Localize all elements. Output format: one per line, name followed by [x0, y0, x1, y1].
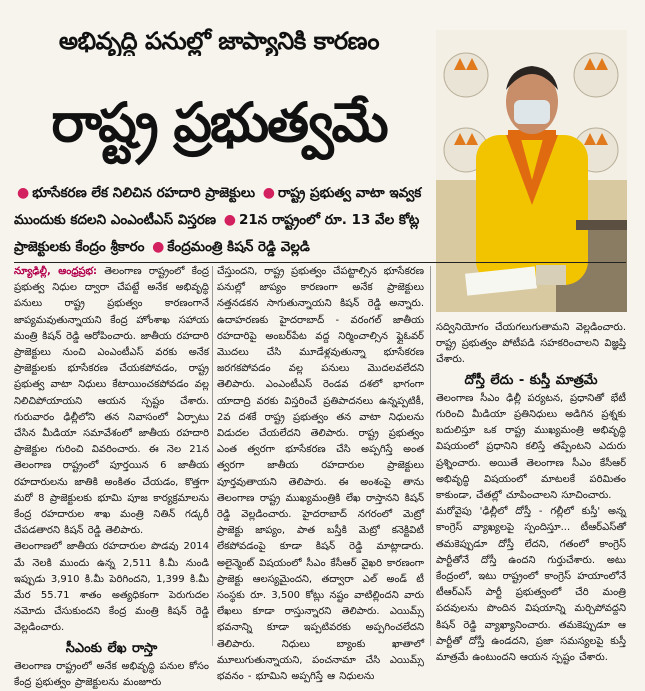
article-paragraph: మరోవైపు 'ఢిల్లీలో దోస్తీ - గల్లీలో కుస్తీ' అన్న కాంగ్రెస్‌ వ్యాఖ్యలపై స్పందిస్తూ... టీఆర్‌ఎస్‌తో తమకెప్పుడూ దోస్తీ లేదని, గతంలో కాంగ్రెస్‌ పార్టీతోనే దోస్తీ ఉందని గుర్తుచేశారు. అటు కేంద్రంలో, ఇటు రాష్ట్రంలో కాంగ్రెస్‌ హయాంలోనే టీఆర్‌ఎస్‌ పార్టీ ప్రభుత్వంలో చేరి మంత్రి పదవులను పొందిన విషయాన్ని మర్చిపోవద్దని కిషన్‌ రెడ్డి వ్యాఖ్యానించారు. తమకెప్పుడూ ఆ పార్టీతో దోస్తీ ఉండదని, ప్రజా సమస్యలపై కుస్తీ మాత్రమే ఉంటుందని ఆయన స్పష్టం చేశారు.: [436, 506, 626, 664]
divider: [14, 262, 626, 263]
dateline: న్యూఢిల్లీ, ఆంధ్రప్రభ:: [14, 266, 98, 277]
article-paragraph: సద్వినియోగం చేయగలుగుతామని వెల్లడించారు. రాష్ట్ర ప్రభుత్వం పోటీపడి సహకరించాలని విజ్ఞప్తి చేశారు.: [436, 322, 626, 366]
article-column-2: [217, 264, 424, 685]
section-subhead: దోస్తీ లేదు - కుస్తీ మాత్రమే: [464, 372, 598, 388]
article-paragraph: న్యూఢిల్లీ, ఆంధ్రప్రభ: తెలంగాణ రాష్ట్రంలో కేంద్ర ప్రభుత్వ నిధుల ద్వారా చేపట్టే అనేక అభివృద్ధి పనులు రాష్ట్ర ప్రభుత్వం కారణంగానే జాప్యమవుతున్నాయని కేంద్ర హోంశాఖ సహాయ మంత్రి కిషన్‌ రెడ్డి ఆరోపించారు. జాతీయ రహదారి ప్రాజెక్టులు నుంచి ఎంఎంటీఎస్‌ వరకు అనేక ప్రాజెక్టులకు భూసేకరణ చేయకపోవడం, రాష్ట్ర ప్రభుత్వ వాటా నిధులు కేటాయించకపోవడం వల్ల నిలిచిపోయాయని ఆయన స్పష్టం చేశారు. గురువారం ఢిల్లీలోని తన నివాసంలో ఏర్పాటు చేసిన మీడియా సమావేశంలో జాతీయ రహదారి ప్రాజెక్టుల గురించి వివరించారు. ఈ నెల 21న తెలంగాణ రాష్ట్రంలో పూర్తయిన 6 జాతీయ రహదారులను జాతికి అంకితం చేయడం, కొత్తగా మరో 8 ప్రాజెక్టులకు భూమి పూజ కార్యక్రమాలను కేంద్ర రహదారుల శాఖ మంత్రి నితిన్‌ గడ్కరీ చేపడతారని కిషన్‌ రెడ్డి తెలిపారు.: [14, 266, 209, 537]
bullet-icon: ●: [223, 212, 236, 228]
bullet-icon: ●: [152, 239, 165, 255]
article-paragraph: తెలంగాణలో జాతీయ రహదారుల పొడవు 2014 మే నెలకి ముందు ఉన్న 2,511 కి.మీ నుండి ఇప్పుడు 3,910 కి.మీ పెరిగిందని, 1,399 కి.మీ మేర 55.71 శాతం అత్యధికంగా పెరుగుదల నమోదు చేసుకుందని కేంద్ర మంత్రి కిషన్‌ రెడ్డి వెల్లడించారు.: [14, 541, 209, 634]
article-column-1: [14, 264, 209, 691]
column-divider: [212, 266, 213, 646]
summary-bullets: [14, 180, 434, 261]
main-headline: రాష్ట్ర ప్రభుత్వమే: [51, 91, 387, 154]
bullet-icon: ●: [17, 185, 30, 201]
bullet-text: రాష్ట్ర ప్రభుత్వ వాటా ఇవ్వక ముందుకు కదలని ఎంఎంటీఎస్‌ విస్తరణ: [14, 185, 422, 228]
column-divider: [430, 266, 431, 646]
bullet-text: 21న రాష్ట్రంలో రూ. 13 వేల కోట్ల ప్రాజెక్టులకు కేంద్రం శ్రీకారం: [14, 212, 420, 255]
article-paragraph: తెలంగాణ రాష్ట్రంలో అనేక అభివృద్ధి పనుల కోసం కేంద్ర ప్రభుత్వం ప్రాజెక్టులను మంజూరు: [14, 660, 209, 689]
bullet-text: భూసేకరణ లేక నిలిచిన రహదారి ప్రాజెక్టులు: [32, 185, 256, 201]
bullet-text: కేంద్రమంత్రి కిషన్‌ రెడ్డి వెల్లడి: [167, 239, 310, 255]
article-column-3: [436, 320, 626, 666]
minister-photo: [436, 30, 627, 312]
section-subhead: సీఎంకు లేఖ రాస్తా: [65, 640, 158, 656]
kicker-headline: అభివృద్ధి పనుల్లో జాప్యానికి కారణం: [58, 27, 380, 55]
bullet-icon: ●: [262, 185, 275, 201]
article-paragraph: తెలంగాణ సీఎం ఢిల్లీ పర్యటన, ప్రధానితో భేటీ గురించి మీడియా ప్రతినిధులు అడిగిన ప్రశ్నకు బదులిస్తూ ఒక రాష్ట్ర ముఖ్యమంత్రి అభివృద్ధి విషయంలో ప్రధానిని కలిస్తే తప్పేంటని ఎదురు ప్రశ్నించారు. అయితే తెలంగాణ సీఎం కేసీఆర్‌ అభివృద్ధి విషయంలో మాటలకే పరిమితం కాకుండా, చేతల్లో చూపించాలని సూచించారు.: [436, 392, 626, 502]
article-paragraph: చేస్తుందని, రాష్ట్ర ప్రభుత్వం చేపట్టాల్సిన భూసేకరణ పనుల్లో జాప్యం కారణంగా అనేక ప్రాజెక్టులు నత్తనడకన సాగుతున్నాయని కిషన్‌ రెడ్డి అన్నారు. ఉదాహరణకు హైదరాబాద్‌ - వరంగల్‌ జాతీయ రహదారిపై అంబర్‌పేట వద్ద నిర్మించాల్సిన ఫ్లైఓవర్‌ మొదలు చేసి మూడేళ్లవుతున్నా భూసేకరణ జరగకపోవడం వల్ల పనులు మొదలవలేదని తెలిపారు. ఎంఎంటీఎస్‌ రెండవ దశలో భాగంగా యాదాద్రి వరకు విస్తరించే ప్రతిపాదనలు ఉన్నప్పటికీ, 2వ దశకే రాష్ట్ర ప్రభుత్వం తన వాటా నిధులను విడుదల చేయలేదని తెలిపారు. రాష్ట్ర ప్రభుత్వం ఎంత త్వరగా భూసేకరణ చేసి అప్పగిస్తే అంత త్వరగా జాతీయ రహదారుల ప్రాజెక్టులు పూర్తవుతాయని తెలిపారు. ఈ అంశంపై తాను తెలంగాణ రాష్ట్ర ముఖ్యమంత్రికి లేఖ రాస్తానని కిషన్‌ రెడ్డి వెల్లడించారు. హైదరాబాద్‌ నగరంలో మెట్రో ప్రాజెక్టు జాప్యం, పాత బస్తీకి మెట్రో కనెక్టివిటీ లేకపోవడంపై కూడా కిషన్‌ రెడ్డి మాట్లాడారు. అలైన్మెంట్‌ విషయంలో సీఎం కేసీఆర్‌ వైఖరి కారణంగా ప్రాజెక్టు ఆలస్యమైందని, తద్వారా ఎల్‌ అండ్‌ టీ సంస్థకు రూ. 3,500 కోట్లు నష్టం వాటిల్లిందని వారు లేఖలు కూడా రాస్తున్నారని తెలిపారు. ఎయిమ్స్‌ భవనాన్ని కూడా ఇప్పటివరకు అప్పగించలేదని తెలిపారు. నిధులు బ్యాంకు ఖాతాలో మూలుగుతున్నాయని, పంచనామా చేసి ఎయిమ్స్‌ భవనం - భూమిని అప్పగిస్తే ఆ నిధులను: [217, 266, 424, 683]
